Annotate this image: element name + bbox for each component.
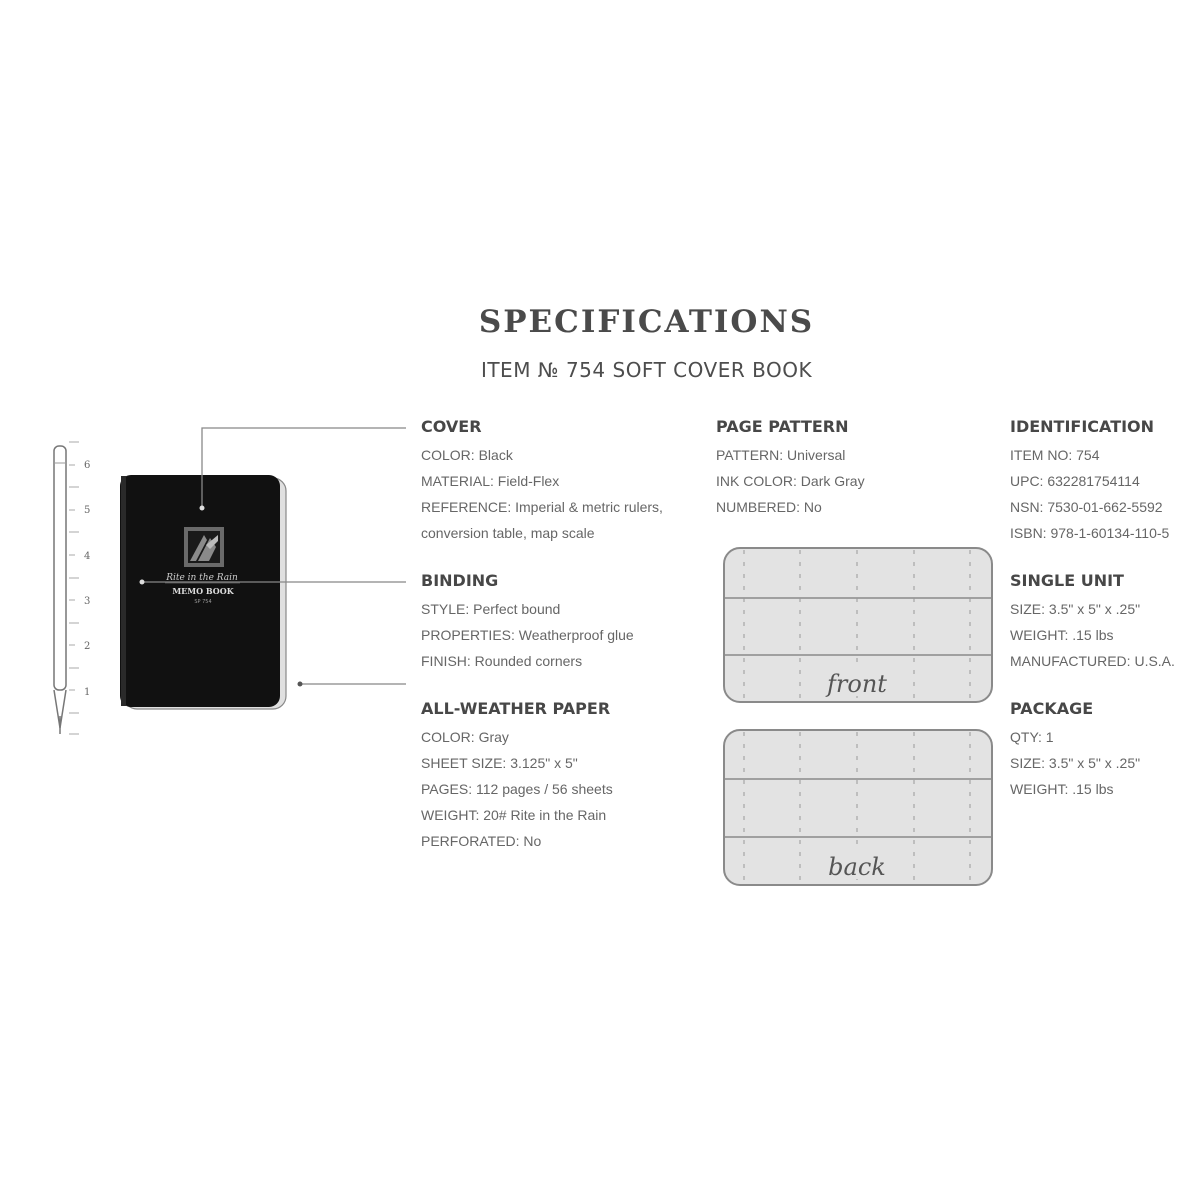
spec-row: SIZE: 3.5" x 5" x .25" — [1010, 601, 1141, 617]
spec-row: REFERENCE: Imperial & metric rulers, conversion table, map scale — [421, 499, 663, 541]
section-title: IDENTIFICATION — [1010, 417, 1155, 436]
section-title: COVER — [421, 417, 482, 436]
page-preview-back — [724, 730, 992, 885]
spec-row: MANUFACTURED: U.S.A. — [1010, 653, 1175, 669]
spec-row: ITEM NO: 754 — [1010, 447, 1100, 463]
section-title: SINGLE UNIT — [1010, 571, 1124, 590]
section-cover — [421, 416, 706, 546]
section-paper — [421, 698, 706, 854]
spec-row: WEIGHT: 20# Rite in the Rain — [421, 807, 607, 823]
spec-row: MATERIAL: Field-Flex — [421, 473, 560, 489]
brand-logo-icon — [184, 527, 224, 567]
page-subtitle: ITEM № 754 SOFT COVER BOOK — [480, 358, 813, 382]
spec-row: FINISH: Rounded corners — [421, 653, 583, 669]
spec-row: WEIGHT: .15 lbs — [1010, 627, 1114, 643]
section-binding — [421, 570, 706, 674]
pencil-ruler — [54, 442, 90, 734]
ruler-ticks — [69, 442, 79, 734]
front-label: front — [827, 670, 887, 698]
ruler-label-2: 2 — [84, 641, 91, 652]
section-title: BINDING — [421, 571, 499, 590]
page-preview-front — [724, 548, 992, 702]
section-page-pattern — [716, 416, 996, 520]
ruler-label-1: 1 — [84, 687, 91, 698]
spec-row: SIZE: 3.5" x 5" x .25" — [1010, 755, 1141, 771]
section-title: PAGE PATTERN — [716, 417, 849, 436]
book-label: MEMO BOOK — [172, 586, 234, 596]
spec-row: NSN: 7530-01-662-5592 — [1010, 499, 1163, 515]
spec-row: COLOR: Black — [421, 447, 513, 463]
brand-wordmark: Rite in the Rain — [166, 573, 238, 583]
spec-row: SHEET SIZE: 3.125" x 5" — [421, 755, 578, 771]
section-package — [1010, 698, 1195, 802]
spec-row: PROPERTIES: Weatherproof glue — [421, 627, 634, 643]
section-single-unit — [1010, 570, 1195, 674]
section-identification — [1010, 416, 1195, 546]
spec-row: QTY: 1 — [1010, 729, 1054, 745]
spec-row: WEIGHT: .15 lbs — [1010, 781, 1114, 797]
spec-row: ISBN: 978-1-60134-110-5 — [1010, 525, 1170, 541]
ruler-label-3: 3 — [84, 596, 91, 607]
spec-row: COLOR: Gray — [421, 729, 509, 745]
spec-row: INK COLOR: Dark Gray — [716, 473, 865, 489]
spec-row: PERFORATED: No — [421, 833, 542, 849]
page-title: SPECIFICATIONS — [478, 304, 815, 340]
spec-row: PAGES: 112 pages / 56 sheets — [421, 781, 613, 797]
spec-row: UPC: 632281754114 — [1010, 473, 1140, 489]
back-label: back — [828, 853, 886, 881]
section-title: ALL-WEATHER PAPER — [421, 699, 611, 718]
spec-row: PATTERN: Universal — [716, 447, 846, 463]
ruler-label-4: 4 — [84, 551, 91, 562]
section-title: PACKAGE — [1010, 699, 1094, 718]
spec-row: NUMBERED: No — [716, 499, 822, 515]
book-code: SP 754 — [194, 599, 212, 605]
ruler-label-5: 5 — [84, 505, 91, 516]
spec-row: STYLE: Perfect bound — [421, 601, 561, 617]
pencil-body — [54, 446, 66, 690]
ruler-label-6: 6 — [84, 460, 91, 471]
